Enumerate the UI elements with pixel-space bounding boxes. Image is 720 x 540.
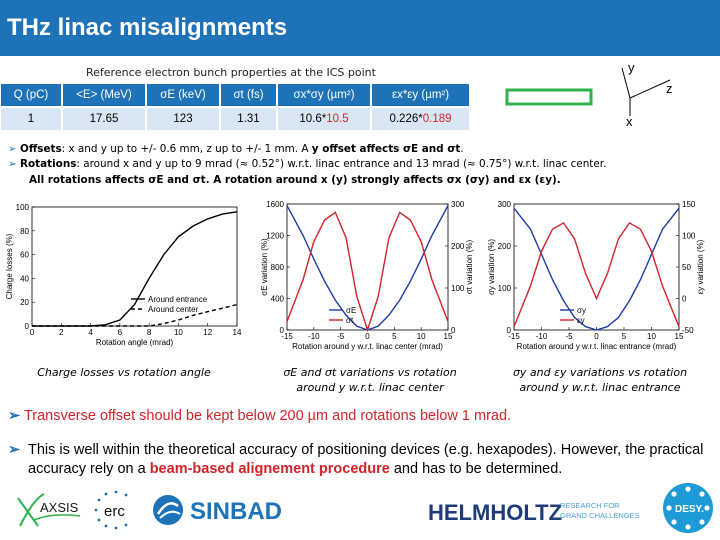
legend-label: Around entrance xyxy=(148,295,208,304)
y-tick-label: 20 xyxy=(20,298,29,308)
legend-label: σt xyxy=(346,316,354,325)
x-tick-label: -5 xyxy=(337,332,345,341)
helmholtz-logo-icon xyxy=(428,494,658,528)
axis-z-label: z xyxy=(666,81,673,96)
x-tick-label: 2 xyxy=(59,328,64,337)
table-header-cell: σt (fs) xyxy=(220,84,277,107)
y2-axis-label: εy variation (%) xyxy=(696,239,705,295)
y2-tick-label: 100 xyxy=(682,231,696,241)
conclusion-2 xyxy=(28,441,716,479)
sigma-variation-plot xyxy=(255,200,480,360)
x-tick-label: 10 xyxy=(416,332,426,341)
y2-tick-label: 300 xyxy=(451,200,465,209)
y-tick-label: 1200 xyxy=(266,231,284,241)
conclusion-1 xyxy=(8,407,511,426)
x-tick-label: 15 xyxy=(674,332,684,341)
y-tick-label: 800 xyxy=(270,263,284,272)
emit-y-value: 0.189 xyxy=(422,113,452,125)
x-tick-label: 0 xyxy=(365,332,370,341)
charge-losses-caption: Charge losses vs rotation angle xyxy=(37,366,211,379)
plot-frame xyxy=(287,204,448,330)
sinbad-text: SINBAD xyxy=(190,498,283,525)
x-tick-label: 10 xyxy=(173,328,183,337)
series-line-1 xyxy=(287,212,448,330)
x-tick-label: 0 xyxy=(594,332,599,341)
table-header-cell: εx*εy (µm²) xyxy=(371,84,470,107)
y-tick-label: 80 xyxy=(20,226,29,236)
x-tick-label: -10 xyxy=(308,332,320,341)
x-axis-label: Rotation around y w.r.t. linac center (mrad) xyxy=(292,342,443,351)
x-tick-label: -15 xyxy=(508,332,520,341)
erc-text: erc xyxy=(104,503,125,520)
y-tick-label: 400 xyxy=(270,294,284,304)
rotations-text: : around x and y up to 9 mrad (≈ 0.52°) w.r.t. linac entrance and 13 mrad (≈ 0.75°) w.r.t. linac center. xyxy=(76,158,607,170)
legend-label: σE xyxy=(346,306,357,315)
emit-x-value: 0.226* xyxy=(389,113,423,125)
bunch-properties-table xyxy=(1,84,471,130)
y-tick-label: 40 xyxy=(20,274,29,284)
charge-losses-chart xyxy=(5,200,240,348)
axes-svg xyxy=(490,60,690,130)
sigma-x-value: 10.6* xyxy=(299,113,327,125)
y2-tick-label: 0 xyxy=(682,294,687,304)
x-axis-label: Rotation around y w.r.t. linac entrance (mrad) xyxy=(516,342,677,351)
conclusion-2-text-a: This is well within the theoretical accuracy of positioning devices (e.g. hexapodes). However, the practical accuracy rely on a xyxy=(28,442,704,477)
x-tick-label: 4 xyxy=(88,328,93,337)
x-tick-label: -15 xyxy=(281,332,293,341)
y-tick-label: 1600 xyxy=(266,200,284,209)
x-axis-label: Rotation angle (mrad) xyxy=(95,338,174,347)
bullet-arrow-icon: ➢ xyxy=(8,143,17,155)
beam-size-variation-chart xyxy=(487,200,715,360)
bullet-rotations xyxy=(8,158,606,171)
x-tick-label: 5 xyxy=(621,332,627,341)
helmholtz-sub1: RESEARCH FOR xyxy=(560,501,620,510)
bullet-arrow-icon: ➢ xyxy=(8,408,21,424)
x-tick-label: -5 xyxy=(565,332,573,341)
desy-logo xyxy=(662,482,714,534)
y-tick-label: 200 xyxy=(497,242,511,251)
offsets-text: : x and y up to +/- 0.6 mm, z up to +/- 1 mm. A xyxy=(61,143,312,155)
y-axis-label: Charge losses (%) xyxy=(5,233,14,300)
all-rotations-text: All rotations affects σE and σt. A rotation around x (y) strongly affects σx (σy) and εx (εy). xyxy=(29,174,561,186)
x-tick-label: 0 xyxy=(29,328,35,337)
axsis-text: AXSIS xyxy=(40,500,79,515)
sigma-caption-line1: σE and σt variations vs rotation xyxy=(283,366,457,379)
conclusion-2-highlight: beam-based alignement procedure xyxy=(149,461,390,477)
y2-tick-label: 200 xyxy=(451,242,465,251)
series-line-0 xyxy=(514,208,679,330)
table-cell xyxy=(371,107,470,130)
sinbad-logo xyxy=(150,492,310,528)
y-axis-label: σy variation (%) xyxy=(487,238,496,296)
beam-caption-line2: around y w.r.t. linac entrance xyxy=(519,381,681,394)
series-line-1 xyxy=(514,223,679,327)
x-tick-label: 15 xyxy=(443,332,453,341)
y-axis-label: σE variation (%) xyxy=(260,238,269,296)
table-cell: 123 xyxy=(146,107,220,130)
bullet-arrow-icon: ➢ xyxy=(8,442,21,458)
legend-label: Around center xyxy=(148,305,199,314)
y-tick-label: 0 xyxy=(279,326,284,335)
table-header-cell: Q (pC) xyxy=(1,84,62,107)
table-row xyxy=(1,107,470,130)
y-tick-label: 60 xyxy=(20,250,29,260)
offsets-label: Offsets xyxy=(20,143,62,155)
axsis-logo-icon xyxy=(14,486,84,532)
y-tick-label: 0 xyxy=(24,322,29,331)
helmholtz-logo xyxy=(428,494,658,528)
axes-diagram xyxy=(490,60,690,130)
linac-box xyxy=(507,90,591,104)
sigma-variation-chart xyxy=(255,200,480,360)
x-tick-label: 10 xyxy=(647,332,656,341)
table-header-cell: σx*σy (µm²) xyxy=(277,84,371,107)
sigma-caption-line2: around y w.r.t. linac center xyxy=(296,381,444,394)
x-tick-label: -10 xyxy=(535,332,548,341)
table-cell: 1 xyxy=(1,107,62,130)
plot-frame xyxy=(32,207,237,326)
y2-tick-label: -50 xyxy=(682,326,694,335)
erc-logo-icon xyxy=(90,488,140,532)
y-tick-label: 300 xyxy=(497,200,511,209)
x-tick-label: 8 xyxy=(146,328,152,337)
z-axis-line xyxy=(630,80,670,98)
helmholtz-text: HELMHOLTZ xyxy=(428,500,563,525)
x-tick-label: 5 xyxy=(392,332,397,341)
offsets-y-text: y offset affects σE and σt xyxy=(311,143,461,155)
y2-tick-label: 50 xyxy=(682,263,691,272)
beam-caption-line1: σy and εy variations vs rotation xyxy=(512,366,688,379)
table-header-cell: σE (keV) xyxy=(146,84,220,107)
sinbad-logo-icon xyxy=(150,492,310,528)
bullet-offsets xyxy=(8,143,464,156)
y-tick-label: 0 xyxy=(506,326,511,335)
series-line-0 xyxy=(287,206,448,330)
axis-y-label: y xyxy=(628,60,635,75)
x-tick-label: 12 xyxy=(203,328,213,337)
conclusion-2-text-c: and has to be determined. xyxy=(389,461,563,477)
legend-label: σy xyxy=(577,306,586,315)
rotations-label: Rotations xyxy=(20,158,77,170)
erc-logo xyxy=(90,488,140,532)
x-tick-label: 6 xyxy=(117,328,123,337)
table-header-row xyxy=(1,84,470,107)
y2-tick-label: 100 xyxy=(451,284,465,293)
table-cell: 17.65 xyxy=(62,107,146,130)
y-tick-label: 100 xyxy=(497,284,511,293)
reference-caption: Reference electron bunch properties at the ICS point xyxy=(86,66,376,79)
table-header-cell: <E> (MeV) xyxy=(62,84,146,107)
axsis-logo xyxy=(14,486,84,532)
y2-tick-label: 150 xyxy=(682,200,696,209)
slide-title: THz linac misalignments xyxy=(7,14,288,41)
y-tick-label: 100 xyxy=(15,203,29,212)
desy-logo-icon xyxy=(662,482,714,534)
y2-axis-label: σt variation (%) xyxy=(465,239,474,295)
desy-text: DESY. xyxy=(675,504,704,515)
legend-label: εy xyxy=(577,316,585,325)
beam-size-caption xyxy=(495,365,705,395)
beam-size-variation-plot xyxy=(487,200,715,360)
axis-x-label: x xyxy=(626,114,633,129)
x-tick-label: 14 xyxy=(232,328,242,337)
conclusion-2-arrow xyxy=(8,441,20,460)
charge-losses-plot xyxy=(5,200,240,348)
sigma-variation-caption xyxy=(265,365,475,395)
plot-frame xyxy=(514,204,679,330)
table-cell xyxy=(277,107,371,130)
y2-tick-label: 0 xyxy=(451,326,456,335)
offsets-end: . xyxy=(460,143,464,155)
bullet-arrow-icon: ➢ xyxy=(8,158,17,170)
series-line-1 xyxy=(32,305,237,326)
table-cell: 1.31 xyxy=(220,107,277,130)
helmholtz-sub2: GRAND CHALLENGES xyxy=(560,511,640,520)
sigma-y-value: 10.5 xyxy=(326,113,349,125)
conclusion-1-text: Transverse offset should be kept below 200 µm and rotations below 1 mrad. xyxy=(23,408,512,424)
